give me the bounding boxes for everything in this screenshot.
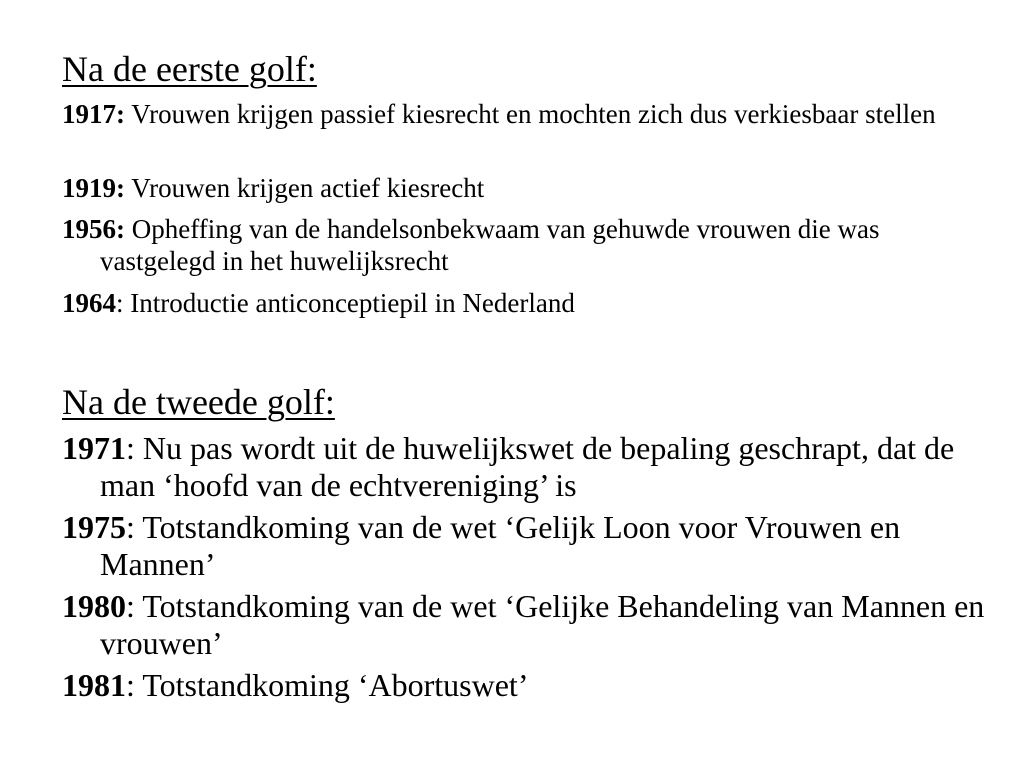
entry-text: Totstandkoming ‘Abortuswet’ — [142, 667, 529, 703]
entry-year: 1975 — [62, 509, 126, 545]
entry-separator: : — [126, 588, 143, 624]
timeline-entry — [62, 172, 1000, 204]
entry-separator — [125, 214, 132, 244]
timeline-entry — [62, 430, 1000, 504]
entry-year: 1980 — [62, 588, 126, 624]
entry-text: Nu pas wordt uit de huwelijkswet de bepaling geschrapt, dat de man ‘hoofd van de echtvereniging’ is — [100, 430, 955, 503]
entry-text: Opheffing van de handelsonbekwaam van gehuwde vrouwen die was vastgelegd in het huwelijksrecht — [100, 214, 880, 276]
timeline-entry — [62, 588, 1000, 662]
entry-text: Vrouwen krijgen passief kiesrecht en mochten zich dus verkiesbaar stellen — [131, 99, 936, 129]
section-heading-second-wave: Na de tweede golf: — [62, 382, 335, 422]
entry-year: 1917: — [62, 99, 125, 129]
section-heading-first-wave: Na de eerste golf: — [62, 49, 317, 89]
timeline-entry — [62, 509, 1000, 583]
entry-separator: : — [126, 667, 143, 703]
entry-year: 1964 — [62, 288, 116, 318]
timeline-entry — [62, 213, 1000, 277]
entry-text: Totstandkoming van de wet ‘Gelijk Loon voor Vrouwen en Mannen’ — [100, 509, 901, 582]
entry-separator: : — [126, 430, 143, 466]
entry-year: 1919: — [62, 173, 125, 203]
entry-separator: : — [126, 509, 143, 545]
timeline-entry — [62, 98, 1000, 130]
timeline-entry — [62, 667, 1000, 704]
timeline-entry — [62, 287, 1000, 319]
entry-text: Totstandkoming van de wet ‘Gelijke Behandeling van Mannen en vrouwen’ — [100, 588, 985, 661]
entry-text: Introductie anticonceptiepil in Nederland — [130, 288, 575, 318]
entry-year: 1981 — [62, 667, 126, 703]
entry-year: 1971 — [62, 430, 126, 466]
entry-year: 1956: — [62, 214, 125, 244]
entry-text: Vrouwen krijgen actief kiesrecht — [131, 173, 485, 203]
entry-separator: : — [116, 288, 131, 318]
